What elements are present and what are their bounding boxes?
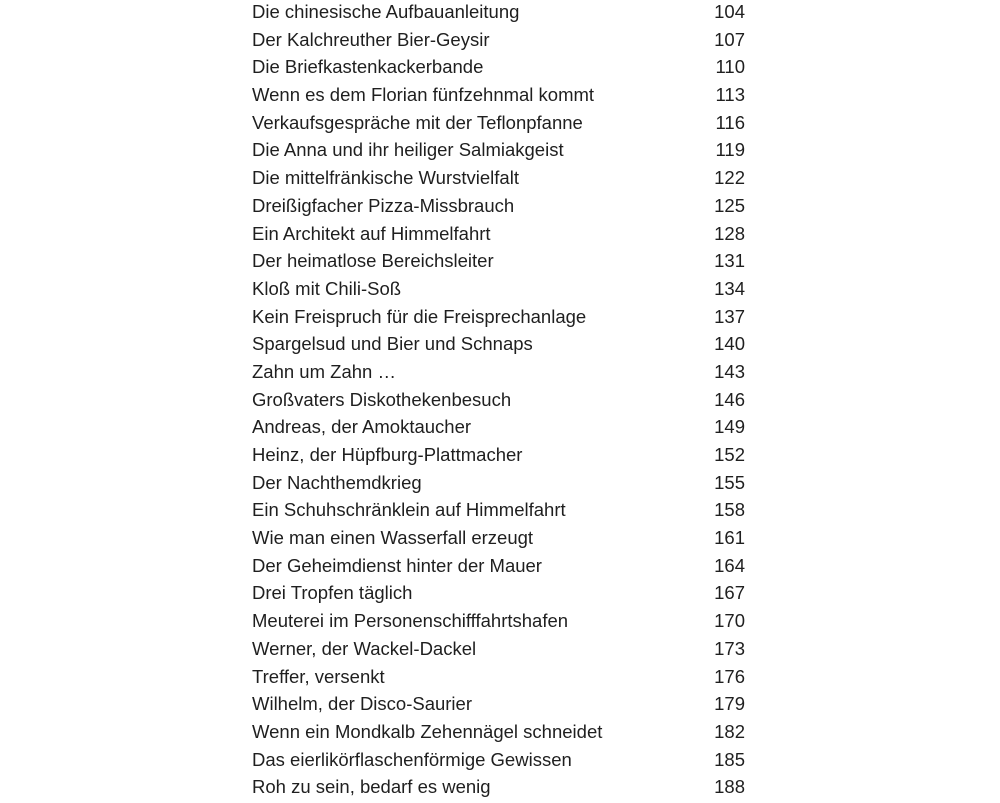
toc-entry-title: Treffer, versenkt xyxy=(252,665,385,687)
toc-entry xyxy=(252,637,752,665)
toc-entry-page: 167 xyxy=(714,582,745,604)
toc-entry-title: Kloß mit Chili-Soß xyxy=(252,277,402,299)
toc-entry-page: 149 xyxy=(714,416,745,438)
toc-entry-title: Drei Tropfen täglich xyxy=(252,582,413,604)
toc-entry xyxy=(252,554,752,582)
toc-entry-title: Großvaters Diskothekenbesuch xyxy=(252,388,512,410)
toc-entry-page: 104 xyxy=(714,1,745,22)
toc-entry xyxy=(252,0,752,28)
toc-entry-page: 143 xyxy=(714,360,745,382)
toc-entry-page: 140 xyxy=(714,333,745,355)
toc-entry xyxy=(252,388,752,416)
toc-entry-page: 182 xyxy=(714,720,745,742)
toc-entry xyxy=(252,305,752,333)
toc-entry xyxy=(252,28,752,56)
toc-entry xyxy=(252,166,752,194)
toc-entry xyxy=(252,249,752,277)
toc-entry-page: 146 xyxy=(714,388,745,410)
toc-entry-title: Andreas, der Amoktaucher xyxy=(252,416,472,438)
toc-entry-page: 113 xyxy=(715,84,745,106)
toc-entry xyxy=(252,277,752,305)
toc-entry xyxy=(252,222,752,250)
toc-entry-page: 158 xyxy=(714,499,745,521)
toc-entry xyxy=(252,194,752,222)
toc-entry xyxy=(252,609,752,637)
toc-entry-title: Wenn es dem Florian fünfzehnmal kommt xyxy=(252,84,595,106)
toc-entry xyxy=(252,581,752,609)
toc-entry-page: 188 xyxy=(714,776,745,798)
toc-entry xyxy=(252,360,752,388)
toc-entry-page: 122 xyxy=(714,167,745,189)
toc-entry-title: Wenn ein Mondkalb Zehennägel schneidet xyxy=(252,720,603,742)
table-of-contents xyxy=(252,0,752,803)
toc-entry xyxy=(252,138,752,166)
toc-entry xyxy=(252,775,752,803)
toc-entry-title: Die chinesische Aufbauanleitung xyxy=(252,1,520,22)
toc-entry-title: Der Kalchreuther Bier-Geysir xyxy=(252,28,490,50)
toc-entry-page: 161 xyxy=(714,527,745,549)
toc-entry-page: 173 xyxy=(714,637,745,659)
toc-entry-title: Dreißigfacher Pizza-Missbrauch xyxy=(252,194,515,216)
toc-entry-title: Heinz, der Hüpfburg-Plattmacher xyxy=(252,444,523,465)
toc-entry-page: 110 xyxy=(715,56,745,78)
toc-entry-title: Der heimatlose Bereichsleiter xyxy=(252,250,494,272)
toc-entry-page: 107 xyxy=(714,28,745,50)
toc-entry-title: Die mittelfränkische Wurstvielfalt xyxy=(252,167,519,189)
toc-entry-page: 179 xyxy=(714,693,745,715)
toc-entry xyxy=(252,55,752,83)
toc-entry-page: 134 xyxy=(714,277,745,299)
toc-entry xyxy=(252,443,752,471)
toc-entry xyxy=(252,83,752,111)
toc-entry-page: 131 xyxy=(714,250,745,272)
toc-entry-title: Ein Architekt auf Himmelfahrt xyxy=(252,222,491,244)
toc-entry-title: Der Geheimdienst hinter der Mauer xyxy=(252,554,542,576)
toc-entry-title: Werner, der Wackel-Dackel xyxy=(252,637,477,659)
toc-entry-page: 170 xyxy=(714,610,745,632)
toc-entry xyxy=(252,748,752,776)
toc-entry-title: Kein Freispruch für die Freisprechanlage xyxy=(252,305,587,327)
toc-entry xyxy=(252,498,752,526)
toc-entry-title: Roh zu sein, bedarf es wenig xyxy=(252,776,491,798)
toc-entry xyxy=(252,415,752,443)
toc-entry xyxy=(252,526,752,554)
toc-entry-title: Das eierlikörflaschenförmige Gewissen xyxy=(252,748,572,770)
toc-entry-title: Spargelsud und Bier und Schnaps xyxy=(252,333,533,355)
toc-entry-page: 155 xyxy=(714,471,745,493)
toc-entry-title: Meuterei im Personenschifffahrtshafen xyxy=(252,610,569,632)
toc-entry-title: Zahn um Zahn … xyxy=(252,360,396,382)
toc-entry xyxy=(252,332,752,360)
toc-entry xyxy=(252,692,752,720)
toc-entry-title: Wilhelm, der Disco-Saurier xyxy=(252,693,472,715)
toc-entry-page: 137 xyxy=(714,305,745,327)
toc-entry-page: 119 xyxy=(715,139,745,161)
toc-entry-page: 125 xyxy=(714,194,745,216)
toc-entry-title: Der Nachthemdkrieg xyxy=(252,471,422,493)
toc-entry-page: 164 xyxy=(714,554,745,576)
toc-entry-title: Ein Schuhschränklein auf Himmelfahrt xyxy=(252,499,566,521)
toc-entry xyxy=(252,665,752,693)
toc-entry-page: 128 xyxy=(714,222,745,244)
toc-entry-page: 116 xyxy=(715,111,745,133)
toc-entry-page: 152 xyxy=(714,444,745,465)
toc-entry-title: Verkaufsgespräche mit der Teflonpfanne xyxy=(252,111,583,133)
toc-entry-title: Die Anna und ihr heiliger Salmiakgeist xyxy=(252,139,564,161)
toc-entry xyxy=(252,111,752,139)
toc-entry-page: 185 xyxy=(714,748,745,770)
toc-entry-page: 176 xyxy=(714,665,745,687)
toc-entry xyxy=(252,720,752,748)
toc-entry xyxy=(252,471,752,499)
toc-entry-title: Wie man einen Wasserfall erzeugt xyxy=(252,527,534,549)
toc-entry-title: Die Briefkastenkackerbande xyxy=(252,56,484,78)
